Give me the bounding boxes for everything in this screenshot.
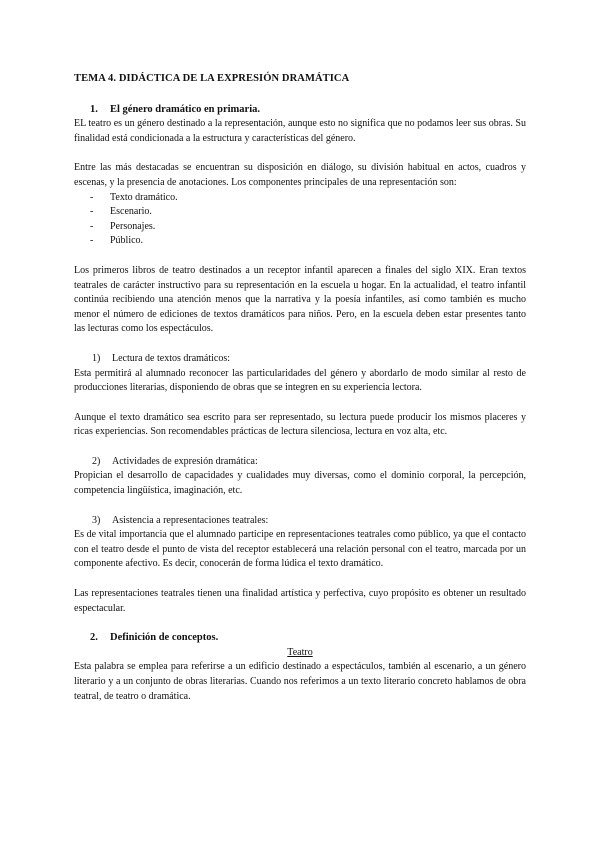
paragraph: Esta palabra se emplea para referirse a un edificio destinado a espectáculos, también al escenario, a un género literario y a un conjunto de obras literarias. Cuando nos referimos a un texto literario concreto hablamos de obra teatral, de teatro o dramática.	[74, 661, 526, 702]
document-title: TEMA 4. DIDÁCTICA DE LA EXPRESIÓN DRAMÁTICA	[74, 73, 350, 84]
subsection-heading-3: 3) Asistencia a representaciones teatrales:	[92, 514, 269, 526]
list-item: - Personajes.	[74, 220, 526, 235]
paragraph: Las representaciones teatrales tienen una finalidad artística y perfectiva, cuyo propósito es obtener un resultado espectacular.	[74, 588, 526, 614]
paragraph: Los primeros libros de teatro destinados a un receptor infantil aparecen a finales del siglo XIX. Eran textos teatrales de carácter instructivo para su representación en la escuela u hogar. En la actualidad, el teatro infantil continúa recibiendo una atención menos que la narrativa y la poesía infantiles, así como también es mucho menor el número de ediciones de textos dramáticos para niños. Pero, en la escuela deben estar presentes tanto las lecturas como los espectáculos.	[74, 264, 526, 335]
list-item: - Escenario.	[74, 205, 526, 220]
paragraph: Entre las más destacadas se encuentran su disposición en diálogo, su división habitual en actos, cuadros y escenas, y la presencia de anotaciones. Los componentes principales de una representación son:	[74, 162, 526, 188]
list-marker: -	[90, 220, 94, 232]
list-item: - Público.	[74, 234, 526, 249]
section-title: Definición de conceptos.	[110, 632, 219, 644]
section-heading-2	[74, 631, 526, 646]
section-number: 1.	[90, 103, 98, 115]
list-marker: -	[90, 191, 94, 203]
paragraph: Esta permitirá al alumnado reconocer las particularidades del género y abordarlo de modo similar al resto de producciones literarias, disponiendo de obras que se integren en su experiencia lectora.	[74, 367, 526, 394]
section-heading-1	[74, 103, 526, 118]
list-marker: -	[90, 206, 94, 218]
list-marker: -	[90, 235, 94, 247]
paragraph: Propician el desarrollo de capacidades y cualidades muy diversas, como el dominio corporal, la percepción, competencia lingüística, imaginación, etc.	[74, 470, 526, 497]
paragraph: Aunque el texto dramático sea escrito para ser representado, su lectura puede producir los mismos placeres y ricas experiencias. Son recomendables prácticas de lectura silenciosa, lectura en voz alta, etc.	[74, 411, 526, 438]
paragraph: Es de vital importancia que el alumnado participe en representaciones teatrales como público, ya que el contacto con el teatro desde el punto de vista del receptor establecerá una relación personal con el teatro, marcada por un componente afectivo. Es decir, conocerán de forma lúdica el texto dramático.	[74, 529, 526, 570]
list-item: - Texto dramático.	[74, 191, 526, 206]
components-list	[74, 191, 526, 249]
paragraph: EL teatro es un género destinado a la representación, aunque esto no significa que no podamos leer sus obras. Su finalidad está condicionada a la estructura y características del género.	[74, 118, 526, 144]
subtitle-teatro: Teatro	[287, 646, 313, 658]
subsection-heading-1: 1) Lectura de textos dramáticos:	[92, 352, 231, 364]
subsection-heading-2: 2) Actividades de expresión dramática:	[92, 455, 258, 467]
section-number: 2.	[90, 632, 98, 644]
section-title: El género dramático en primaria.	[110, 103, 260, 115]
